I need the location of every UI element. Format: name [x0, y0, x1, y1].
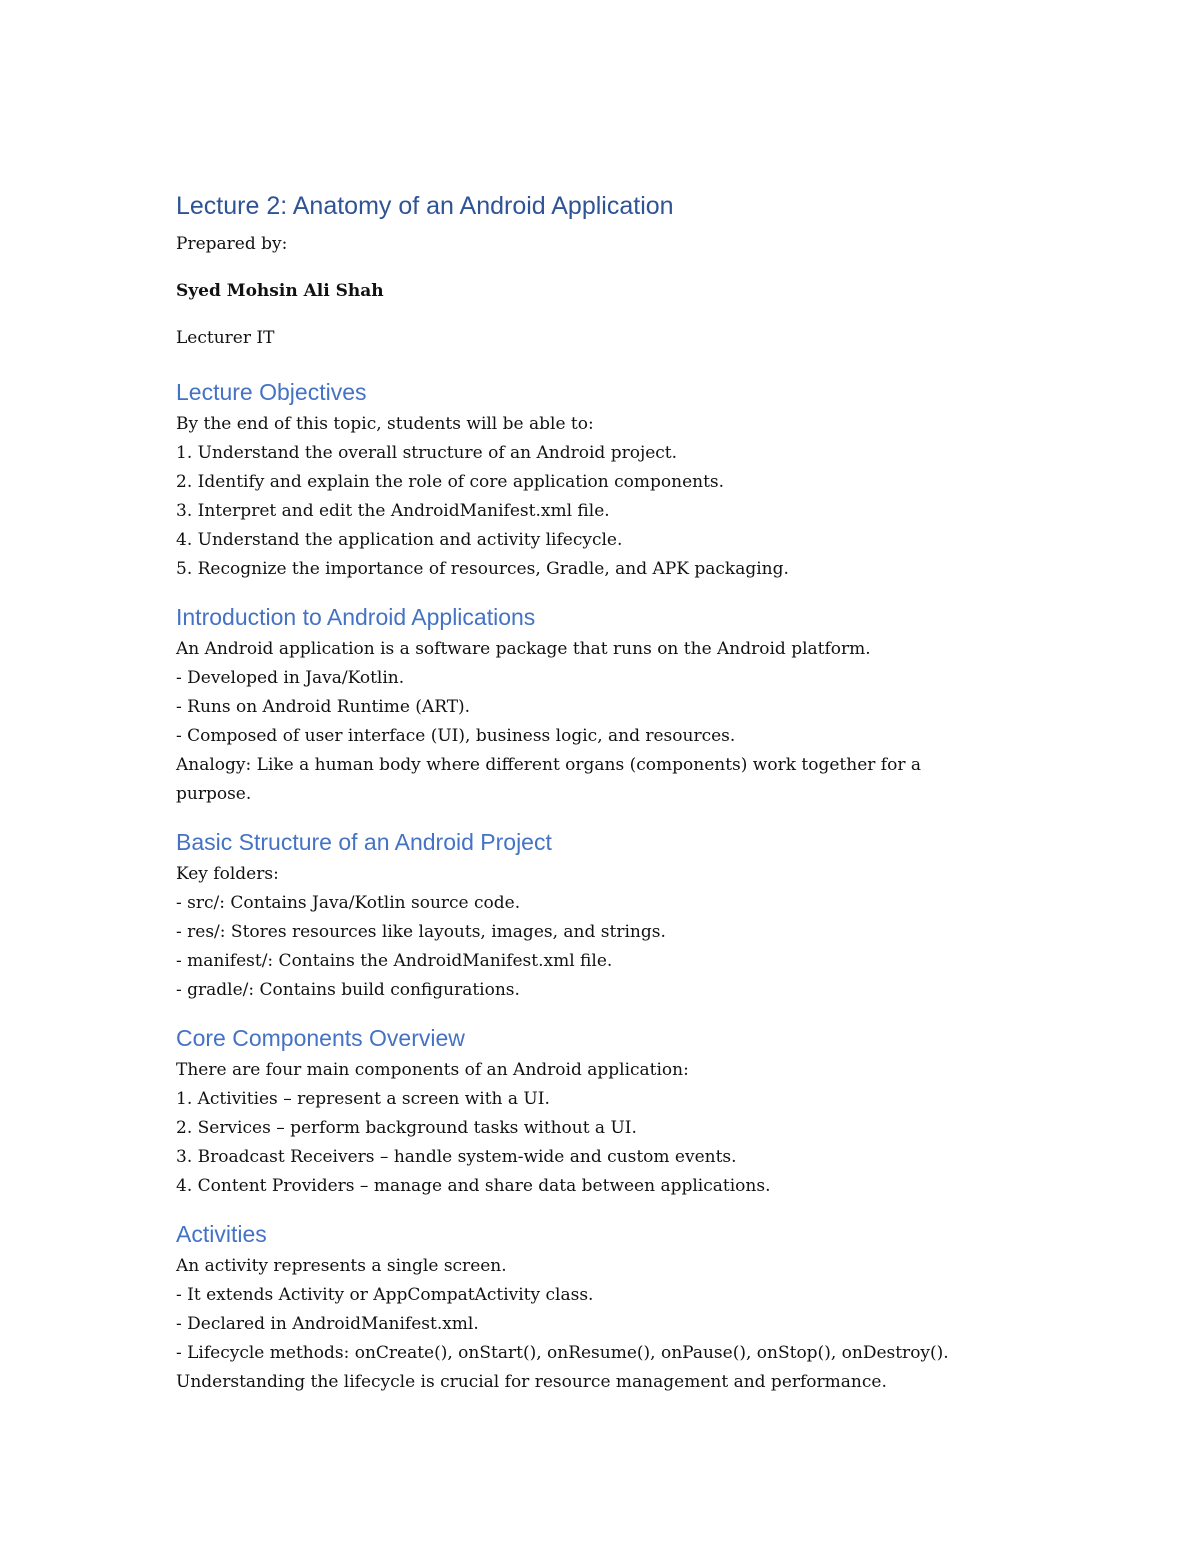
introduction-item: - Developed in Java/Kotlin. [176, 668, 405, 688]
section-activities [176, 1219, 1036, 1397]
activities-intro: An activity represents a single screen. [176, 1256, 507, 1276]
component-item: 2. Services – perform background tasks without a UI. [176, 1118, 637, 1138]
components-intro: There are four main components of an Android application: [176, 1060, 689, 1080]
component-item: 3. Broadcast Receivers – handle system-wide and custom events. [176, 1147, 737, 1167]
section-heading-structure: Basic Structure of an Android Project [176, 829, 552, 855]
objectives-intro: By the end of this topic, students will be able to: [176, 414, 594, 434]
introduction-intro: An Android application is a software package that runs on the Android platform. [176, 639, 871, 659]
component-item: 1. Activities – represent a screen with a UI. [176, 1089, 550, 1109]
analogy-line-1: Analogy: Like a human body where different organs (components) work together for a [176, 755, 921, 775]
objective-item: 1. Understand the overall structure of an Android project. [176, 443, 678, 463]
document-title: Lecture 2: Anatomy of an Android Application [176, 192, 674, 220]
objective-item: 5. Recognize the importance of resources, Gradle, and APK packaging. [176, 559, 789, 579]
section-heading-activities: Activities [176, 1221, 267, 1247]
author-name: Syed Mohsin Ali Shah [176, 281, 384, 301]
prepared-by-label: Prepared by: [176, 234, 288, 254]
structure-item: - src/: Contains Java/Kotlin source code. [176, 893, 521, 913]
section-heading-introduction: Introduction to Android Applications [176, 604, 536, 630]
section-introduction [176, 602, 1036, 809]
structure-intro: Key folders: [176, 864, 279, 884]
objective-item: 3. Interpret and edit the AndroidManifest.xml file. [176, 501, 610, 521]
introduction-item: - Runs on Android Runtime (ART). [176, 697, 471, 717]
objective-item: 2. Identify and explain the role of core application components. [176, 472, 725, 492]
activities-item: - Lifecycle methods: onCreate(), onStart(), onResume(), onPause(), onStop(), onDestroy(). [176, 1343, 949, 1363]
activities-item: - It extends Activity or AppCompatActivity class. [176, 1285, 594, 1305]
section-objectives [176, 377, 1036, 584]
section-structure [176, 827, 1036, 1005]
structure-item: - manifest/: Contains the AndroidManifest.xml file. [176, 951, 613, 971]
component-item: 4. Content Providers – manage and share data between applications. [176, 1176, 771, 1196]
section-heading-objectives: Lecture Objectives [176, 379, 367, 405]
introduction-item: - Composed of user interface (UI), business logic, and resources. [176, 726, 736, 746]
structure-item: - gradle/: Contains build configurations. [176, 980, 520, 1000]
activities-closing: Understanding the lifecycle is crucial for resource management and performance. [176, 1372, 887, 1392]
analogy-line-2: purpose. [176, 784, 252, 804]
section-heading-components: Core Components Overview [176, 1025, 465, 1051]
objective-item: 4. Understand the application and activity lifecycle. [176, 530, 623, 550]
structure-item: - res/: Stores resources like layouts, images, and strings. [176, 922, 666, 942]
section-components [176, 1023, 1036, 1201]
author-title: Lecturer IT [176, 328, 275, 348]
activities-item: - Declared in AndroidManifest.xml. [176, 1314, 479, 1334]
document-content [176, 189, 1036, 1415]
